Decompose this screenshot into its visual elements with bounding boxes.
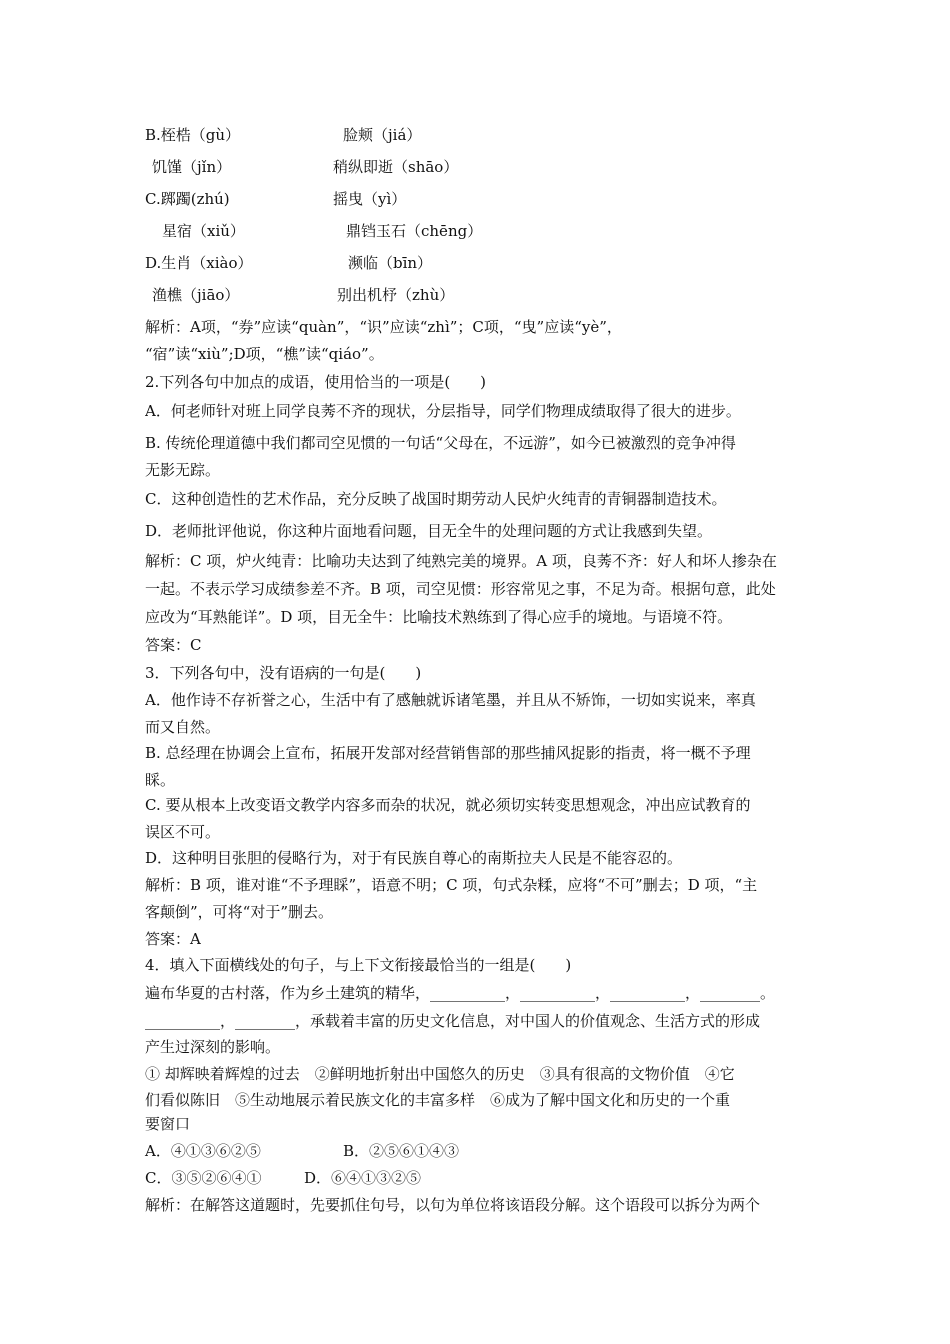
q2-analysis-line: 解析：C 项，炉火纯青：比喻功夫达到了纯熟完美的境界。A 项，良莠不齐：好人和坏人掺杂在: [145, 552, 777, 570]
q4-option-a: A．④①③⑥②⑤: [145, 1142, 261, 1160]
q2-option-b: B. 传统伦理道德中我们都司空见惯的一句话“父母在，不远游”，如今已被激烈的竞争冲得: [145, 434, 736, 452]
q3-analysis-line: 客颠倒”，可将“对于”删去。: [145, 903, 334, 921]
option-d-item-1: D.生肖（xiào）: [145, 254, 253, 272]
q2-stem: 2.下列各句中加点的成语，使用恰当的一项是( ): [145, 373, 487, 391]
q3-stem: 3．下列各句中，没有语病的一句是( ): [145, 664, 422, 682]
q3-option-c: 误区不可。: [145, 823, 221, 841]
option-c-item-1: C.踯躅(zhú): [145, 190, 230, 208]
option-d-item-3: 渔樵（jiāo）: [152, 286, 240, 304]
q2-option-a: A．何老师针对班上同学良莠不齐的现状，分层指导，同学们物理成绩取得了很大的进步。: [145, 402, 741, 420]
q3-answer: 答案：A: [145, 930, 201, 948]
option-b-item-4: 稍纵即逝（shāo）: [333, 158, 459, 176]
q2-option-c: C．这种创造性的艺术作品，充分反映了战国时期劳动人民炉火纯青的青铜器制造技术。: [145, 490, 727, 508]
q4-option-b: B．②⑤⑥①④③: [343, 1142, 460, 1160]
q3-option-c: C. 要从根本上改变语文教学内容多而杂的状况，就必须切实转变思想观念，冲出应试教育的: [145, 796, 751, 814]
option-c-item-4: 鼎铛玉石（chēng）: [346, 222, 483, 240]
q2-option-b: 无影无踪。: [145, 461, 221, 479]
q3-option-b: 睬。: [145, 771, 176, 789]
q2-answer: 答案：C: [145, 636, 202, 654]
q1-analysis-line: 解析：A项，“券”应读“quàn”，“识”应读“zhì”；C项，“曳”应读“yè”，: [145, 318, 622, 336]
q4-option-c: C．③⑤②⑥④①: [145, 1169, 262, 1187]
option-d-item-4: 别出机杼（zhù）: [337, 286, 455, 304]
q3-option-a: A．他作诗不存祈誉之心，生活中有了感触就诉诸笔墨，并且从不矫饰，一切如实说来，率真: [145, 691, 756, 709]
q4-items-line: 们看似陈旧 ⑤生动地展示着民族文化的丰富多样 ⑥成为了解中国文化和历史的一个重: [145, 1091, 731, 1109]
q2-analysis-line: 应改为“耳熟能详”。D 项，目无全牛：比喻技术熟练到了得心应手的境地。与语境不符。: [145, 608, 733, 626]
option-c-item-2: 摇曳（yì）: [333, 190, 407, 208]
q2-analysis-line: 一起。不表示学习成绩参差不齐。B 项，司空见惯：形容常见之事，不足为奇。根据句意，此处: [145, 580, 776, 598]
q4-passage-line: __________，________，承载着丰富的历史文化信息，对中国人的价值观念、生活方式的形成: [145, 1012, 761, 1030]
q3-option-b: B. 总经理在协调会上宣布，拓展开发部对经营销售部的那些捕风捉影的指责，将一概不予理: [145, 744, 751, 762]
option-b-item-2: 脸颊（jiá）: [343, 126, 422, 144]
q4-stem: 4．填入下面横线处的句子，与上下文衔接最恰当的一组是( ): [145, 956, 572, 974]
q3-option-d: D．这种明目张胆的侵略行为，对于有民族自尊心的南斯拉夫人民是不能容忍的。: [145, 849, 683, 867]
q4-items-line: 要窗口: [145, 1115, 191, 1133]
q4-analysis-line: 解析：在解答这道题时，先要抓住句号，以句为单位将该语段分解。这个语段可以拆分为两个: [145, 1196, 761, 1214]
q2-option-d: D．老师批评他说，你这种片面地看问题，目无全牛的处理问题的方式让我感到失望。: [145, 522, 713, 540]
option-b-item-3: 饥馑（jǐn）: [152, 158, 232, 176]
q1-analysis-line: “宿”读“xiù”;D项，“樵”读“qiáo”。: [145, 345, 384, 363]
option-b-item-1: B.桎梏（gù）: [145, 126, 241, 144]
q4-passage-line: 产生过深刻的影响。: [145, 1038, 281, 1056]
option-c-item-3: 星宿（xiǔ）: [162, 222, 245, 240]
q3-option-a: 而又自然。: [145, 718, 221, 736]
q4-passage-line: 遍布华夏的古村落，作为乡土建筑的精华，__________，__________，__________，________。: [145, 984, 776, 1002]
q3-analysis-line: 解析：B 项，谁对谁“不予理睬”，语意不明；C 项，句式杂糅，应将“不可”删去；D 项，“主: [145, 876, 758, 894]
option-d-item-2: 濒临（bīn）: [348, 254, 433, 272]
q4-option-d: D．⑥④①③②⑤: [304, 1169, 422, 1187]
q4-items-line: ① 却辉映着辉煌的过去 ②鲜明地折射出中国悠久的历史 ③具有很高的文物价值 ④它: [145, 1065, 735, 1083]
